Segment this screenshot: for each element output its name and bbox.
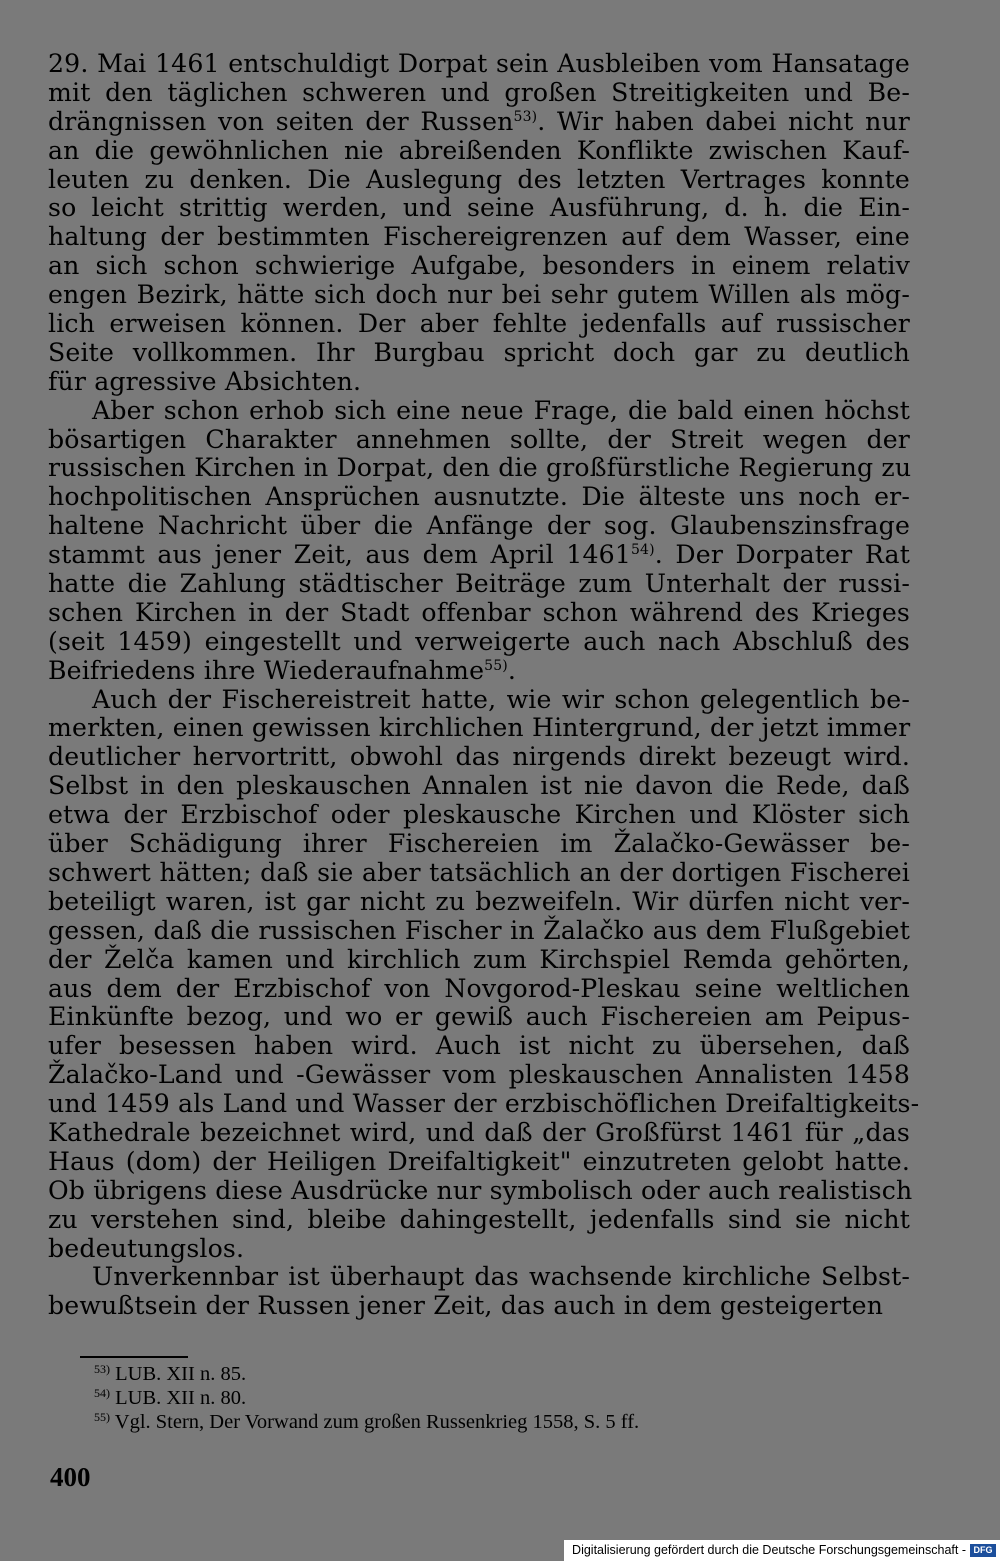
line-text: . <box>507 655 517 685</box>
text-line <box>48 454 910 483</box>
line-text: so leicht strittig werden, und seine Ausführung, d. h. die Ein- <box>48 193 910 223</box>
digitization-credit <box>564 1540 1000 1561</box>
line-text: russischen Kirchen in Dorpat, den die großfürstliche Regierung zu <box>48 453 912 483</box>
text-line <box>48 859 910 888</box>
line-text: lich erweisen können. Der aber fehlte jedenfalls auf russischer <box>48 309 910 339</box>
footnote-marker: 54) <box>94 1386 110 1400</box>
footnote-reference: 54) <box>631 542 655 559</box>
line-text: ufer besessen haben wird. Auch ist nicht zu übersehen, daß <box>48 1031 910 1061</box>
line-text: Haus (dom) der Heiligen Dreifaltigkeit" einzutreten gelobt hatte. <box>48 1146 910 1176</box>
line-text: an sich schon schwierige Aufgabe, besonders in einem relativ <box>48 251 910 281</box>
text-line <box>48 339 910 368</box>
line-text: 29. Mai 1461 entschuldigt Dorpat sein Ausbleiben vom Hansatage <box>48 49 910 78</box>
text-line <box>48 570 910 599</box>
text-line <box>48 1292 910 1321</box>
text-line <box>48 50 910 79</box>
text-line <box>48 541 910 570</box>
line-text: haltung der bestimmten Fischereigrenzen auf dem Wasser, eine <box>48 222 910 252</box>
text-line <box>48 137 910 166</box>
text-line <box>48 512 910 541</box>
text-line <box>48 917 910 946</box>
line-text: Beifriedens ihre Wiederaufnahme <box>48 655 485 685</box>
line-text: Aber schon erhob sich eine neue Frage, die bald einen höchst <box>92 395 910 425</box>
dfg-logo: DFG <box>970 1544 996 1557</box>
page-number: 400 <box>50 1462 91 1492</box>
line-text: Einkünfte bezog, und wo er gewiß auch Fischereien am Peipus- <box>48 1002 910 1032</box>
text-line <box>48 628 910 657</box>
line-text: an die gewöhnlichen nie abreißenden Konflikte zwischen Kauf- <box>48 135 910 165</box>
line-text: schwert hätten; daß sie aber tatsächlich an der dortigen Fischerei <box>48 857 910 887</box>
text-line <box>48 946 910 975</box>
text-line <box>48 79 910 108</box>
text-line <box>48 686 910 715</box>
text-line <box>48 599 910 628</box>
main-text <box>48 49 920 1321</box>
footnote-separator <box>80 1356 188 1358</box>
line-text: stammt aus jener Zeit, aus dem April 1461 <box>48 540 631 570</box>
footnote-marker: 53) <box>94 1362 110 1376</box>
text-line <box>48 1119 910 1148</box>
text-line <box>48 801 910 830</box>
line-text: etwa der Erzbischof oder pleskausche Kirchen und Klöster sich <box>48 800 910 830</box>
text-line <box>48 310 910 339</box>
line-text: haltene Nachricht über die Anfänge der sog. Glaubenszinsfrage <box>48 511 910 541</box>
text-line <box>48 252 910 281</box>
line-text: aus dem der Erzbischof von Novgorod-Pleskau seine weltlichen <box>48 973 910 1003</box>
credit-text: Digitalisierung gefördert durch die Deutsche Forschungsgemeinschaft - <box>572 1543 966 1557</box>
text-line <box>48 397 910 426</box>
line-text: . Der Dorpater Rat <box>654 540 910 570</box>
text-line <box>48 714 910 743</box>
text-line <box>48 772 910 801</box>
text-line <box>48 368 910 397</box>
text-line <box>48 483 910 512</box>
text-line <box>48 166 910 195</box>
line-text: Seite vollkommen. Ihr Burgbau spricht doch gar zu deutlich <box>48 337 910 367</box>
text-line <box>48 1003 910 1032</box>
line-text: Kathedrale bezeichnet wird, und daß der Großfürst 1461 für „das <box>48 1117 910 1147</box>
line-text: über Schädigung ihrer Fischereien im Žalačko-Gewässer be- <box>48 829 910 859</box>
line-text: für agressive Absichten. <box>48 366 362 396</box>
line-text: Auch der Fischereistreit hatte, wie wir schon gelegentlich be- <box>92 684 910 714</box>
footnote-reference: 55) <box>484 657 508 674</box>
footnote-text: LUB. XII n. 85. <box>115 1363 247 1385</box>
text-line <box>48 426 910 455</box>
text-line <box>48 975 910 1004</box>
line-text: Selbst in den pleskauschen Annalen ist nie davon die Rede, daß <box>48 771 910 801</box>
text-line <box>48 657 910 686</box>
footnote <box>94 1362 639 1386</box>
text-line <box>48 223 910 252</box>
line-text: beteiligt waren, ist gar nicht zu bezweifeln. Wir dürfen nicht ver- <box>48 886 910 916</box>
line-text: und 1459 als Land und Wasser der erzbischöflichen Dreifaltigkeits- <box>48 1089 920 1119</box>
text-line <box>48 1148 910 1177</box>
text-line <box>48 830 910 859</box>
line-text: drängnissen von seiten der Russen <box>48 106 514 136</box>
line-text: Žalačko-Land und -Gewässer vom pleskauschen Annalisten 1458 <box>48 1060 910 1090</box>
footnote-reference: 53) <box>513 108 538 125</box>
footnotes <box>94 1362 639 1434</box>
line-text: gessen, daß die russischen Fischer in Žalačko aus dem Flußgebiet <box>48 915 910 945</box>
line-text: deutlicher hervortritt, obwohl das nirgends direkt bezeugt wird. <box>48 742 910 772</box>
footnote <box>94 1410 639 1434</box>
line-text: zu verstehen sind, bleibe dahingestellt, jedenfalls sind sie nicht <box>48 1204 910 1234</box>
text-line <box>48 281 910 310</box>
line-text: . Wir haben dabei nicht nur <box>537 106 911 136</box>
line-text: (seit 1459) eingestellt und verweigerte auch nach Abschluß des <box>48 626 910 656</box>
footnote-text: LUB. XII n. 80. <box>115 1387 247 1409</box>
line-text: hatte die Zahlung städtischer Beiträge zum Unterhalt der russi- <box>48 569 910 599</box>
text-line <box>48 1206 910 1235</box>
line-text: der Želča kamen und kirchlich zum Kirchspiel Remda gehörten, <box>48 944 910 974</box>
line-text: merkten, einen gewissen kirchlichen Hintergrund, der jetzt immer <box>48 713 911 743</box>
paragraph <box>48 397 910 686</box>
line-text: mit den täglichen schweren und großen Streitigkeiten und Be- <box>48 77 910 107</box>
line-text: engen Bezirk, hätte sich doch nur bei sehr gutem Willen als mög- <box>48 280 910 310</box>
footnote-text: Vgl. Stern, Der Vorwand zum großen Russenkrieg 1558, S. 5 ff. <box>114 1411 640 1433</box>
paragraph <box>48 50 910 397</box>
line-text: hochpolitischen Ansprüchen ausnutzte. Die älteste uns noch er- <box>48 482 910 512</box>
line-text: Ob übrigens diese Ausdrücke nur symbolisch oder auch realistisch <box>48 1175 913 1205</box>
footnote-marker: 55) <box>94 1410 110 1424</box>
line-text: schen Kirchen in der Stadt offenbar schon während des Krieges <box>48 597 910 627</box>
text-line <box>48 743 910 772</box>
paragraph <box>48 684 920 1264</box>
text-line <box>48 888 910 917</box>
text-line <box>48 1032 910 1061</box>
text-line <box>48 1089 920 1119</box>
text-line <box>48 1263 910 1292</box>
line-text: Unverkennbar ist überhaupt das wachsende kirchliche Selbst- <box>92 1262 910 1292</box>
line-text: bedeutungslos. <box>48 1233 245 1263</box>
text-line <box>48 1061 910 1090</box>
text-line <box>48 1235 910 1264</box>
text-line <box>48 1175 913 1206</box>
line-text: bewußtsein der Russen jener Zeit, das auch in dem gesteigerten <box>48 1291 884 1321</box>
text-line <box>48 194 910 223</box>
line-text: bösartigen Charakter annehmen sollte, der Streit wegen der <box>48 424 910 454</box>
paragraph <box>48 1263 910 1321</box>
footnote <box>94 1386 639 1410</box>
text-line <box>48 108 910 137</box>
line-text: leuten zu denken. Die Auslegung des letzten Vertrages konnte <box>48 164 910 194</box>
